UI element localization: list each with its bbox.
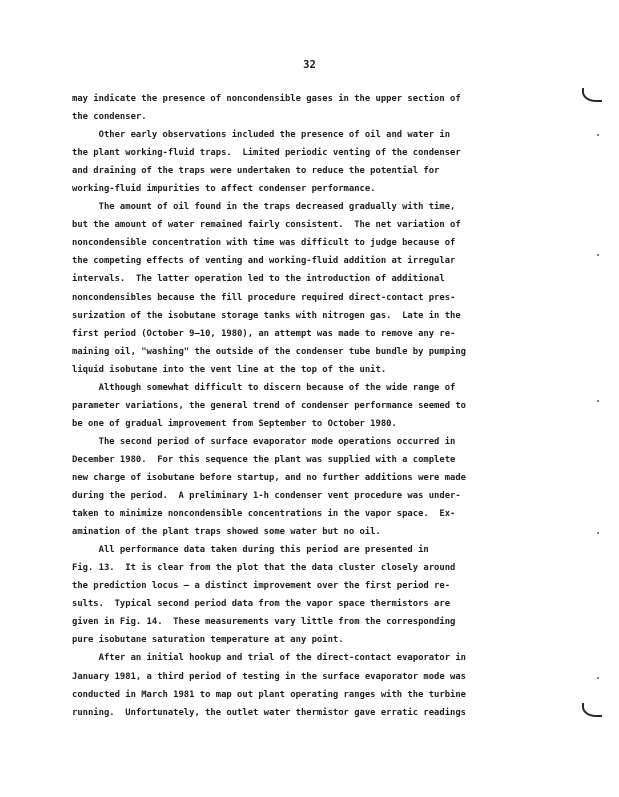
binding-mark-top	[582, 88, 602, 102]
text-line: but the amount of water remained fairly consistent. The net variation of	[72, 220, 461, 231]
text-line: intervals. The latter operation led to the introduction of additional	[72, 274, 445, 285]
text-line: during the period. A preliminary 1-h condenser vent procedure was under-	[72, 491, 461, 502]
text-line: first period (October 9–10, 1980), an attempt was made to remove any re-	[72, 328, 456, 339]
text-line: noncondensible concentration with time was difficult to judge because of	[72, 238, 456, 249]
text-line: The second period of surface evaporator mode operations occurred in	[72, 436, 456, 447]
scan-speck	[597, 134, 599, 136]
text-line: The amount of oil found in the traps decreased gradually with time,	[72, 202, 456, 213]
scan-speck	[597, 400, 599, 402]
text-line: After an initial hookup and trial of the direct-contact evaporator in	[72, 653, 467, 664]
scan-speck	[597, 254, 599, 256]
text-line: Although somewhat difficult to discern because of the wide range of	[72, 382, 456, 393]
text-line: the competing effects of venting and working-fluid addition at irregular	[72, 256, 456, 267]
text-line: may indicate the presence of noncondensible gases in the upper section of	[72, 94, 461, 104]
text-line: be one of gradual improvement from September to October 1980.	[72, 418, 397, 429]
text-line: Fig. 13. It is clear from the plot that the data cluster closely around	[72, 563, 456, 574]
text-line: working-fluid impurities to affect condenser performance.	[72, 184, 376, 195]
text-line: the plant working-fluid traps. Limited periodic venting of the condenser	[72, 148, 461, 159]
text-line: noncondensibles because the fill procedure required direct-contact pres-	[72, 292, 456, 303]
text-line: given in Fig. 14. These measurements vary little from the corresponding	[72, 617, 456, 628]
text-line: January 1981, a third period of testing in the surface evaporator mode was	[72, 671, 467, 682]
scan-speck	[597, 677, 599, 679]
text-line: sults. Typical second period data from the vapor space thermistors are	[72, 599, 451, 610]
text-line: running. Unfortunately, the outlet water thermistor gave erratic readings	[72, 707, 467, 718]
text-line: December 1980. For this sequence the plant was supplied with a complete	[72, 454, 456, 465]
text-line: Other early observations included the presence of oil and water in	[72, 130, 451, 141]
text-line: All performance data taken during this period are presented in	[72, 545, 429, 556]
text-line: maining oil, "washing" the outside of the condenser tube bundle by pumping	[72, 346, 467, 357]
text-line: surization of the isobutane storage tanks with nitrogen gas. Late in the	[72, 310, 461, 321]
text-line: taken to minimize noncondensible concentrations in the vapor space. Ex-	[72, 509, 456, 520]
text-line: amination of the plant traps showed some water but no oil.	[72, 527, 381, 538]
scan-speck	[597, 532, 599, 534]
text-line: the prediction locus — a distinct improvement over the first period re-	[72, 581, 451, 592]
body-text	[72, 90, 520, 722]
text-line: pure isobutane saturation temperature at any point.	[72, 635, 344, 646]
text-line: liquid isobutane into the vent line at the top of the unit.	[72, 364, 387, 375]
text-line: the condenser.	[72, 112, 147, 123]
text-line: parameter variations, the general trend of condenser performance seemed to	[72, 400, 467, 411]
text-line: conducted in March 1981 to map out plant operating ranges with the turbine	[72, 689, 467, 700]
binding-mark-bottom	[582, 703, 602, 717]
page-number: 32	[303, 59, 316, 71]
text-line: and draining of the traps were undertaken to reduce the potential for	[72, 166, 440, 177]
text-line: new charge of isobutane before startup, and no further additions were made	[72, 472, 467, 483]
